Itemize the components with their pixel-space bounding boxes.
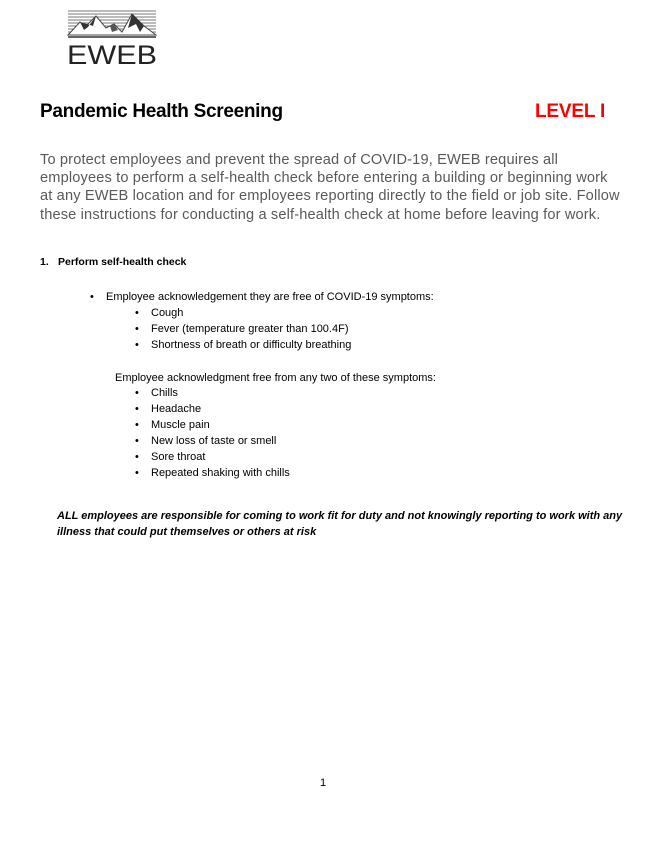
list-item [135,465,290,481]
list-item [135,433,290,449]
secondary-symptom-list [135,385,290,481]
page-number: 1 [320,777,327,789]
responsibility-note: ALL employees are responsible for coming to work fit for duty and not knowingly reporting to work with any illness that could put themselves or others at risk [57,510,623,538]
bullet-icon: • [135,339,139,351]
list-item [135,417,290,433]
bullet-icon: • [135,403,139,415]
bullet-icon: • [135,467,139,479]
list-item [135,337,351,353]
eweb-logo [66,8,158,66]
mountain-logo-icon [66,8,158,66]
symptom-text: Cough [151,307,184,319]
acknowledgement-text: Employee acknowledgement they are free of COVID-19 symptoms: [106,291,434,303]
symptom-text: Repeated shaking with chills [151,467,290,479]
intro-paragraph: To protect employees and prevent the spread of COVID-19, EWEB requires all employees to perform a self-health check before entering a building or beginning work at any EWEB location and for employees reporting directly to the field or job site. Follow these instructions for conducting a self-health check at home before leaving for work. [40,152,620,223]
section-title: Perform self-health check [58,256,187,268]
symptom-text: Muscle pain [151,419,210,431]
section-heading [40,256,186,268]
svg-text:EWEB: EWEB [67,40,157,66]
symptom-text: New loss of taste or smell [151,435,277,447]
bullet-icon: • [135,387,139,399]
section-number: 1. [40,256,49,268]
bullet-icon: • [135,307,139,319]
list-item [135,401,290,417]
symptom-text: Sore throat [151,451,206,463]
bullet-icon: • [135,419,139,431]
list-item [135,385,290,401]
list-item [135,449,290,465]
bullet-icon: • [135,435,139,447]
list-item [135,321,351,337]
bullet-icon: • [90,291,94,303]
symptom-text: Shortness of breath or difficulty breathing [151,339,352,351]
secondary-symptoms-intro: Employee acknowledgment free from any two of these symptoms: [115,372,436,384]
symptom-text: Fever (temperature greater than 100.4F) [151,323,349,335]
primary-symptom-list [135,305,351,353]
page-title: Pandemic Health Screening [40,101,283,122]
acknowledgement-bullet [90,291,434,303]
level-badge: LEVEL I [535,101,606,122]
symptom-text: Chills [151,387,178,399]
list-item [135,305,351,321]
bullet-icon: • [135,451,139,463]
bullet-icon: • [135,323,139,335]
symptom-text: Headache [151,403,202,415]
